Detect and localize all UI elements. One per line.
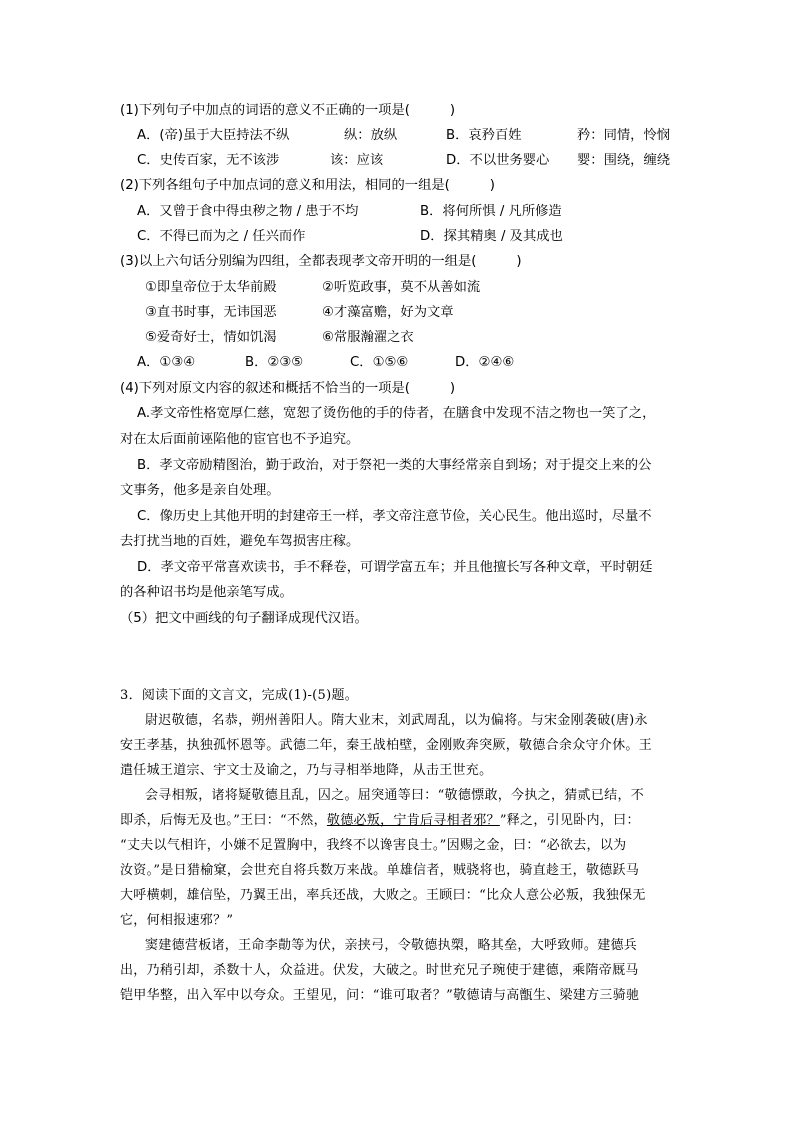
q4-option-d-line1: D．孝文帝平常喜欢读书，手不释卷，可谓学富五车；并且他擅长写各种文章，平时朝廷 xyxy=(137,560,653,575)
passage-p2-line3: “丈夫以气相许，小嫌不足置胸中，我终不以谗害良士。”因赐之金，曰：“必欲去，以为 xyxy=(120,838,627,853)
q3-item-6: ⑥常服瀚濯之衣 xyxy=(322,330,414,345)
q4-option-c-line1: C．像历史上其他开明的封建帝王一样，孝文帝注意节俭，关心民生。他出巡时，尽量不 xyxy=(137,509,652,524)
passage-p2-line5: 大呼横刺，雄信坠，乃翼王出，率兵还战，大败之。王顾曰：“比众人意公必叛，我独保无 xyxy=(120,888,646,903)
q3-item-1: ①即皇帝位于太华前殿 xyxy=(145,280,277,295)
q1-option-c-gloss: 该：应该 xyxy=(330,153,384,168)
q4-option-d-line2: 的各种诏书均是他亲笔写成。 xyxy=(120,585,293,600)
q3-option-b: B．②③⑤ xyxy=(245,355,304,370)
passage-p2-line2-lead: 即杀，后悔无及也。”王曰：“不然， xyxy=(120,813,327,828)
q4-option-c-line2: 去打扰当地的百姓，避免车驾损害庄稼。 xyxy=(120,534,360,549)
q5-stem: （5）把文中画线的句子翻译成现代汉语。 xyxy=(120,611,368,626)
passage-p1-line2: 安王孝基，执独孤怀恩等。武德二年，秦王战柏壁，金刚败奔突厥，敬德合余众守介休。王 xyxy=(120,738,653,753)
passage-p1-line1: 尉迟敬德，名恭，朔州善阳人。隋大业末，刘武周乱，以为偏将。与宋金刚袭破(唐)永 xyxy=(145,713,648,728)
passage-p2-line6: 它，何相报速邪？” xyxy=(120,913,234,928)
q3-stem: (3)以上六句话分别编为四组，全都表现孝文帝开明的一组是( ) xyxy=(120,254,522,269)
q1-option-d-gloss: 婴：围绕，缠绕 xyxy=(577,153,671,168)
q2-option-d: D．探其精奥 / 及其成也 xyxy=(420,229,563,244)
q3-item-2: ②听览政事，莫不从善如流 xyxy=(322,280,481,295)
q4-option-a-line1: A.孝文帝性格宽厚仁慈，宽恕了烫伤他的手的侍者，在膳食中发现不洁之物也一笑了之， xyxy=(137,406,656,421)
q3-item-4: ④才藻富赡，好为文章 xyxy=(322,305,454,320)
q3-option-d: D．②④⑥ xyxy=(455,355,515,370)
passage-p2-line2-tail: ”释之，引见卧内，曰： xyxy=(499,813,640,828)
q4-option-b-line2: 文事务，他多是亲自处理。 xyxy=(120,483,280,498)
passage-p2-line4: 汝资。”是日猎榆窠，会世充自将兵数万来战。单雄信者，贼骁将也，骑直趁王，敬德跃马 xyxy=(120,863,640,878)
q1-option-a: A．(帝)虽于大臣持法不纵 xyxy=(137,128,290,143)
q4-option-a-line2: 对在太后面前诬陷他的宦官也不予追究。 xyxy=(120,432,360,447)
q4-stem: (4)下列对原文内容的叙述和概括不恰当的一项是( ) xyxy=(120,381,456,396)
q2-stem: (2)下列各组句子中加点词的意义和用法，相同的一组是( ) xyxy=(120,178,495,193)
q1-option-c: C．史传百家，无不该涉 xyxy=(137,153,280,168)
passage-p1-line3: 遣任城王道宗、宇文士及谕之，乃与寻相举地降，从击王世充。 xyxy=(120,763,493,778)
q1-option-b: B．哀矜百姓 xyxy=(446,128,522,143)
passage-p3-line3: 铠甲华整，出入军中以夸众。王望见，问：“谁可取者？”敬德请与高甑生、梁建方三骑驰 xyxy=(120,988,640,1003)
q1-option-d: D．不以世务婴心 xyxy=(446,153,550,168)
q3-item-3: ③直书时事，无讳国恶 xyxy=(145,305,277,320)
passage-p3-line1: 窦建德营板诸，王命李勣等为伏，亲挟弓，令敬德执槊，略其垒，大呼致师。建德兵 xyxy=(145,938,638,953)
passage-p2-line1: 会寻相叛，诸将疑敬德且乱，囚之。屈突通等曰：“敬德慓敢，今执之，猜贰已结，不 xyxy=(145,788,645,803)
q2-option-a: A．又曾于食中得虫秽之物 / 患于不均 xyxy=(137,204,359,219)
q4-option-b-line1: B．孝文帝励精图治，勤于政治，对于祭祀一类的大事经常亲自到场；对于提交上来的公 xyxy=(137,458,652,473)
section-3-title: 3．阅读下面的文言文，完成(1)-(5)题。 xyxy=(120,688,359,703)
q2-option-c: C．不得已而为之 / 任兴而作 xyxy=(137,229,306,244)
q3-option-a: A．①③④ xyxy=(137,355,196,370)
q1-option-b-gloss: 矜：同情，怜悯 xyxy=(577,128,671,143)
q2-option-b: B．将何所惧 / 凡所修造 xyxy=(420,204,562,219)
underlined-sentence: 敬德必叛，宁肯后寻相者邪？ xyxy=(326,813,500,828)
passage-p2-line2 xyxy=(120,811,640,831)
passage-p3-line2: 出，乃稍引却，杀数十人，众益进。伏发，大破之。时世充兄子琬使于建德，乘隋帝厩马 xyxy=(120,963,639,978)
q1-option-a-gloss: 纵：放纵 xyxy=(344,128,398,143)
q3-item-5: ⑤爱奇好士，情如饥渴 xyxy=(145,330,277,345)
q3-option-c: C．①⑤⑥ xyxy=(350,355,409,370)
q1-stem: (1)下列句子中加点的词语的意义不正确的一项是( ) xyxy=(120,103,456,118)
